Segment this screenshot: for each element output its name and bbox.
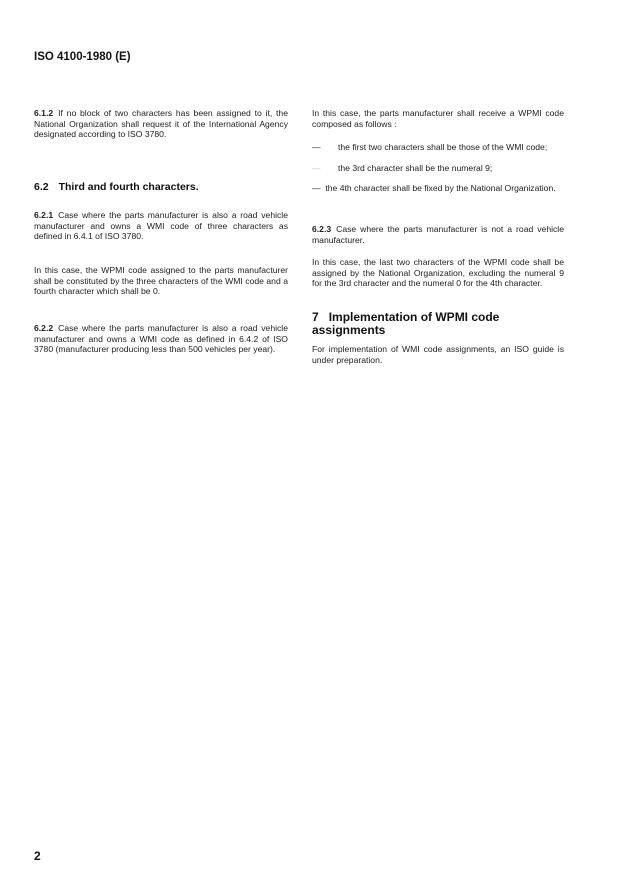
- list-item: [312, 183, 564, 194]
- list-item: [312, 163, 564, 174]
- document-header: ISO 4100-1980 (E): [34, 51, 131, 63]
- clause-6-2-3: [312, 224, 564, 245]
- clause-6-2-2-detail: [312, 108, 564, 129]
- list-item-text: the 4th character shall be fixed by the National Organization.: [325, 183, 556, 194]
- clause-text: Case where the parts manufacturer is not a road vehicle manufacturer.: [312, 224, 564, 245]
- clause-6-2-3-detail: [312, 257, 564, 289]
- list-item-text: the 3rd character shall be the numeral 9;: [338, 162, 493, 173]
- dash-bullet: —: [312, 183, 321, 194]
- clause-6-2-1-detail: [34, 265, 288, 297]
- section-number: 7: [312, 310, 319, 324]
- clause-6-2-2: [34, 323, 288, 355]
- clause-number: 6.2.1: [34, 210, 54, 220]
- dash-bullet: —: [312, 162, 321, 173]
- section-number: 6.2: [34, 181, 49, 193]
- section-6-2-heading: [34, 181, 288, 193]
- clause-6-1-2: [34, 108, 288, 140]
- page-number: 2: [34, 849, 41, 863]
- clause-6-2-1: [34, 210, 288, 242]
- paragraph-text: In this case, the WPMI code assigned to the parts manufacturer shall be constituted by the three characters of the WMI code and a fourth character which shall be 0.: [34, 265, 288, 297]
- clause-number: 6.1.2: [34, 108, 54, 118]
- list-item-text: the first two characters shall be those of the WMI code;: [338, 142, 548, 152]
- paragraph-text: In this case, the parts manufacturer shall receive a WPMI code composed as follows :: [312, 108, 564, 129]
- clause-text: Case where the parts manufacturer is also a road vehicle manufacturer and owns a WMI code as defined in 6.4.2 of ISO 3780 (manufacturer producing less than 500 vehicles per year).: [34, 323, 288, 355]
- clause-number: 6.2.3: [312, 224, 332, 234]
- clause-text: If no block of two characters has been assigned to it, the National Organization shall request it of the International Agency designated according to ISO 3780.: [34, 108, 288, 140]
- section-7-heading: [312, 311, 532, 336]
- section-title: Third and fourth characters.: [58, 181, 199, 193]
- section-title: Implementation of WPMI code assignments: [312, 310, 500, 337]
- paragraph-text: For implementation of WMI code assignments, an ISO guide is under preparation.: [312, 344, 564, 365]
- clause-text: Case where the parts manufacturer is also a road vehicle manufacturer and owns a WMI code of three characters as defined in 6.4.1 of ISO 3780.: [34, 210, 288, 242]
- section-7-text: [312, 344, 564, 365]
- paragraph-text: In this case, the last two characters of the WPMI code shall be assigned by the National Organization, excluding the numeral 9 for the 3rd character and the numeral 0 for the 4th character.: [312, 257, 564, 289]
- list-item: [312, 142, 564, 153]
- clause-number: 6.2.2: [34, 323, 54, 333]
- composition-list: [312, 142, 564, 194]
- dash-bullet: —: [312, 142, 321, 152]
